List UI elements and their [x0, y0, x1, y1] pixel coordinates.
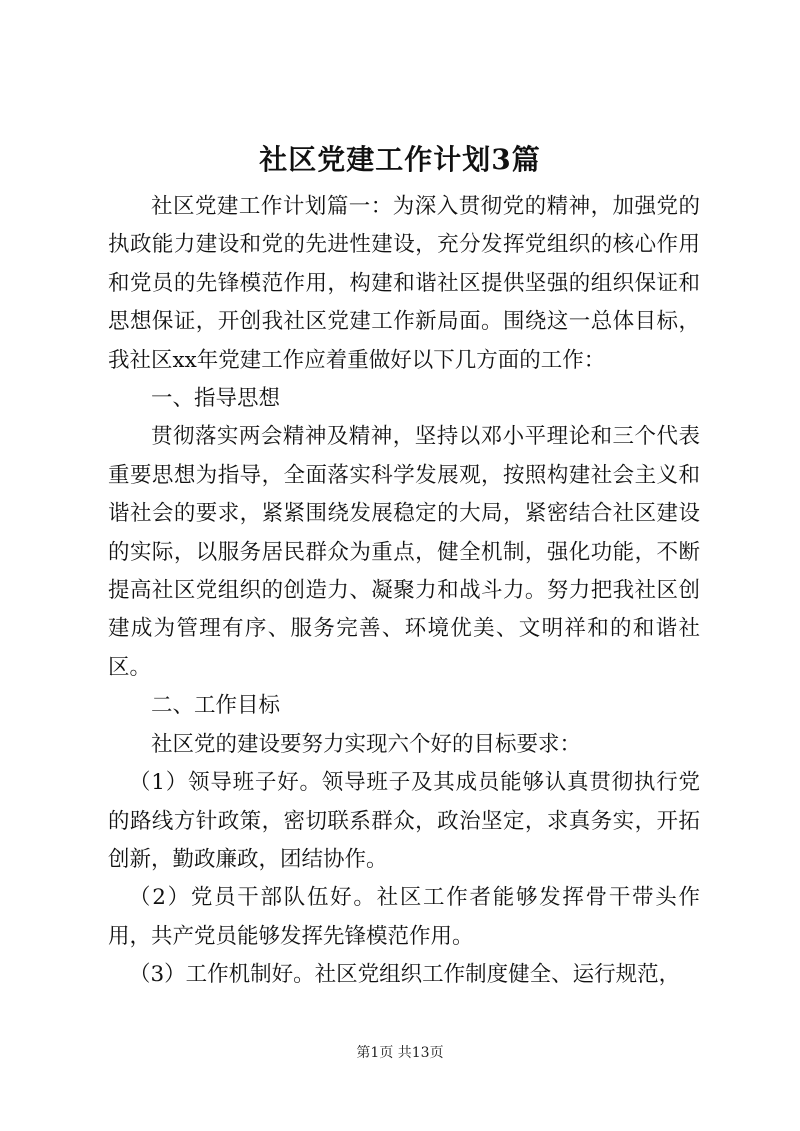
section-heading-guiding-thought: 一、指导思想: [151, 386, 281, 412]
list-item-goal-2: （2）党员干部队伍好。社区工作者能够发挥骨干带头作用，共产党员能够发挥先锋模范作用。: [108, 885, 700, 949]
list-item-goal-3: （3）工作机制好。社区党组织工作制度健全、运行规范，: [129, 962, 681, 988]
paragraph-goals-intro: 社区党的建设要努力实现六个好的目标要求：: [151, 731, 582, 757]
list-item-goal-1: （1）领导班子好。领导班子及其成员能够认真贯彻执行党的路线方针政策，密切联系群众，政治坚定，求真务实，开拓创新，勤政廉政，团结协作。: [108, 770, 700, 872]
paragraph-guiding-thought: 贯彻落实两会精神及精神，坚持以邓小平理论和三个代表重要思想为指导，全面落实科学发展观，按照构建社会主义和谐社会的要求，紧紧围绕发展稳定的大局，紧密结合社区建设的实际，以服务居民群众为重点，健全机制，强化功能，不断提高社区党组织的创造力、凝聚力和战斗力。努力把我社区创建成为管理有序、服务完善、环境优美、文明祥和的和谐社区。: [108, 424, 700, 680]
document-body: [108, 188, 700, 995]
page-footer: 第1页 共13页: [356, 1045, 444, 1061]
paragraph-intro: 社区党建工作计划篇一：为深入贯彻党的精神，加强党的执政能力建设和党的先进性建设，充分发挥党组织的核心作用和党员的先锋模范作用，构建和谐社区提供坚强的组织保证和思想保证，开创我社区党建工作新局面。围绕这一总体目标，我社区xx年党建工作应着重做好以下几方面的工作：: [108, 194, 700, 373]
document-title: 社区党建工作计划3篇: [259, 143, 541, 176]
section-heading-work-goals: 二、工作目标: [151, 693, 281, 719]
